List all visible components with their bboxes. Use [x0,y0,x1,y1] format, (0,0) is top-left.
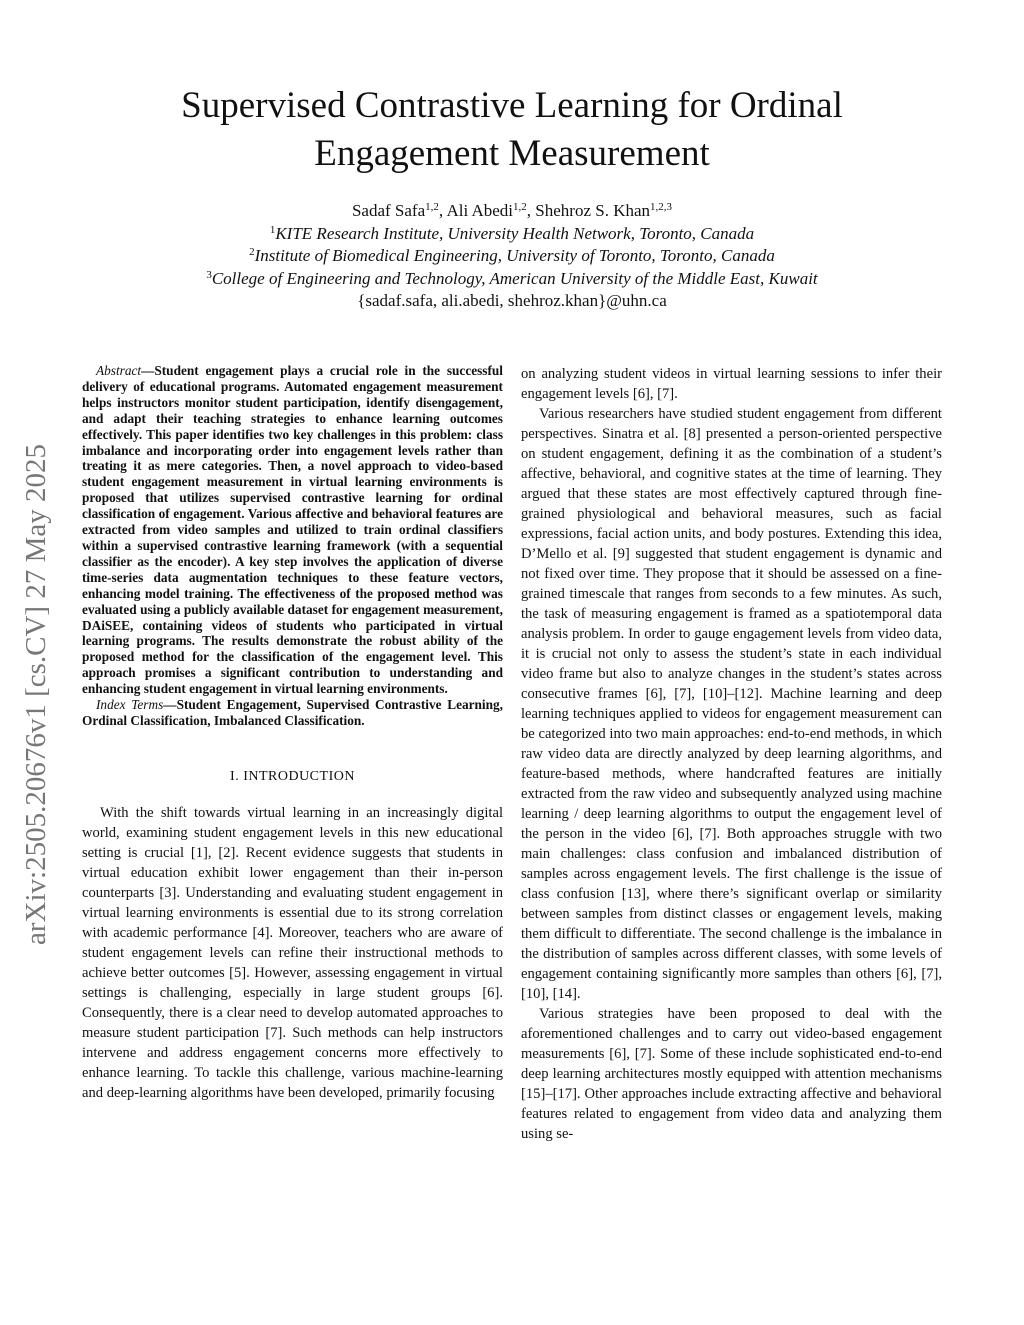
author-name: Shehroz S. Khan [535,201,651,220]
index-terms [82,697,503,729]
paragraph: With the shift towards virtual learning in an increasingly digital world, examining student engagement levels in this new educational setting is crucial [1], [2]. Recent evidence suggests that students in virtual education exhibit lower engagement than their in-person counterparts [3]. Understanding and evaluating student engagement in virtual learning environments is essential due to its strong correlation with academic performance [4]. Moreover, teachers who are aware of student engagement levels can refine their instructional methods to achieve better outcomes [5]. However, assessing engagement in virtual settings is challenging, especially in large student groups [6]. Consequently, there is a clear need to develop automated approaches to measure student participation [7]. Such methods can help instructors intervene and address engagement concerns more effectively to enhance learning. To tackle this challenge, various machine-learning and deep-learning algorithms have been developed, primarily focusing [82,804,503,1101]
affiliation-text: Institute of Biomedical Engineering, University of Toronto, Toronto, Canada [254,246,775,265]
paper-title: Supervised Contrastive Learning for Ordinal Engagement Measurement [181,85,843,174]
affiliation-number: 1 [269,223,276,236]
left-column [82,363,503,1103]
author-list: Sadaf Safa$^{1,2}$, Ali Abedi$^{1,2}$, Shehroz S. Khan$^{1,2,3}$ [351,201,673,220]
affiliation-text: College of Engineering and Technology, American University of the Middle East, Kuwait [211,268,818,288]
index-terms-label: Index Terms [96,697,164,713]
affiliation [0,268,1024,291]
author-affiliation-mark: 1,2 [425,201,439,213]
affiliation-text: KITE Research Institute, University Health Network, Toronto, Canada [275,223,755,243]
affiliation-number: 2 [249,246,255,258]
body-text [82,803,503,1103]
author-block [0,200,1024,313]
affiliation [0,223,1024,246]
author-name: Sadaf Safa [351,201,426,220]
abstract-text: —Student engagement plays a crucial role in the successful delivery of educational programs. Automated engagement measurement helps instructors monitor student participation, identify disengagement, and adapt their teaching strategies to enhance learning outcomes effectively. This paper identifies two key challenges in this problem: class imbalance and incorporating order into engagement levels rather than treating it as mere categories. Then, a novel approach to video-based student engagement measurement in virtual learning environments is proposed that utilizes supervised contrastive learning for ordinal classification of engagement. Various affective and behavioral features are extracted from video samples and utilized to train ordinal classifiers within a supervised contrastive learning framework (with a sequential classifier as the encoder). A key step involves the application of diverse time-series data augmentation techniques to these feature vectors, enhancing model training. The effectiveness of the proposed method was evaluated using a publicly available dataset for engagement measurement, DAiSEE, containing videos of students who participated in virtual learning programs. The results demonstrate the robust ability of the proposed method for the classification of the engagement level. This approach promises a significant contribution to understanding and enhancing student engagement in virtual learning environments. [82,363,503,697]
abstract [82,363,503,697]
section-heading: I. INTRODUCTION [230,768,355,784]
index-terms-text: —Student Engagement, Supervised Contrastive Learning, Ordinal Classification, Imbalanced Classification. [82,697,503,728]
paragraph: Various strategies have been proposed to deal with the aforementioned challenges and to carry out video-based engagement measurements [6], [7]. Some of these include sophisticated end-to-end deep learning architectures mostly equipped with attention mechanisms [15]–[17]. Other approaches include extracting affective and behavioral features related to engagement from video data and analyzing them using se- [521,1006,942,1142]
right-column [521,364,942,1144]
affiliation [0,245,1024,268]
author-name: Ali Abedi [446,201,514,220]
arxiv-identifier: arXiv:2505.20676v1 [cs.CV] 27 May 2025 [20,443,52,945]
paragraph: on analyzing student videos in virtual learning sessions to infer their engagement levels [6], [7]. [521,366,942,402]
author-email: {sadaf.safa, ali.abedi, shehroz.khan}@uhn.ca [357,291,667,310]
abstract-label: Abstract [96,363,142,378]
affiliation-number: 3 [206,268,212,281]
author-affiliation-mark: 1,2 [513,201,527,213]
paragraph: Various researchers have studied student engagement from different perspectives. Sinatra et al. [8] presented a person-oriented perspective on student engagement, defining it as the combination of a student’s affective, behavioral, and cognitive states at the time of learning. They argued that these states are most effectively captured through fine-grained physiological and behavioral measures, such as facial expressions, facial action units, and body postures. Extending this idea, D’Mello et al. [9] suggested that student engagement is dynamic and not fixed over time. They propose that it should be assessed on a fine-grained timescale that ranges from seconds to a few minutes. As such, the task of measuring engagement is framed as a spatiotemporal data analysis problem. In order to gauge engagement levels from video data, it is crucial not only to assess the student’s state in each individual video frame but also to analyze changes in the student’s states across consecutive frames [6], [7], [10]–[12]. Machine learning and deep learning techniques applied to videos for engagement measurement can be categorized into two main approaches: end-to-end methods, in which raw video data are directly analyzed by deep learning algorithms, and feature-based methods, where handcrafted features are initially extracted from the raw video and subsequently analyzed using machine learning / deep learning algorithms to output the engagement level of the person in the video [6], [7]. Both approaches struggle with two main challenges: class confusion and imbalanced distribution of samples across engagement levels. The first challenge is the issue of class confusion [13], where there’s significant overlap or similarity between samples from distinct classes or engagement levels, making them difficult to differentiate. The second challenge is the imbalance in the distribution of samples across different classes, with some levels of engagement containing significantly more samples than others [6], [7], [10], [14]. [521,406,942,1002]
author-affiliation-mark: 1,2,3 [650,201,673,213]
